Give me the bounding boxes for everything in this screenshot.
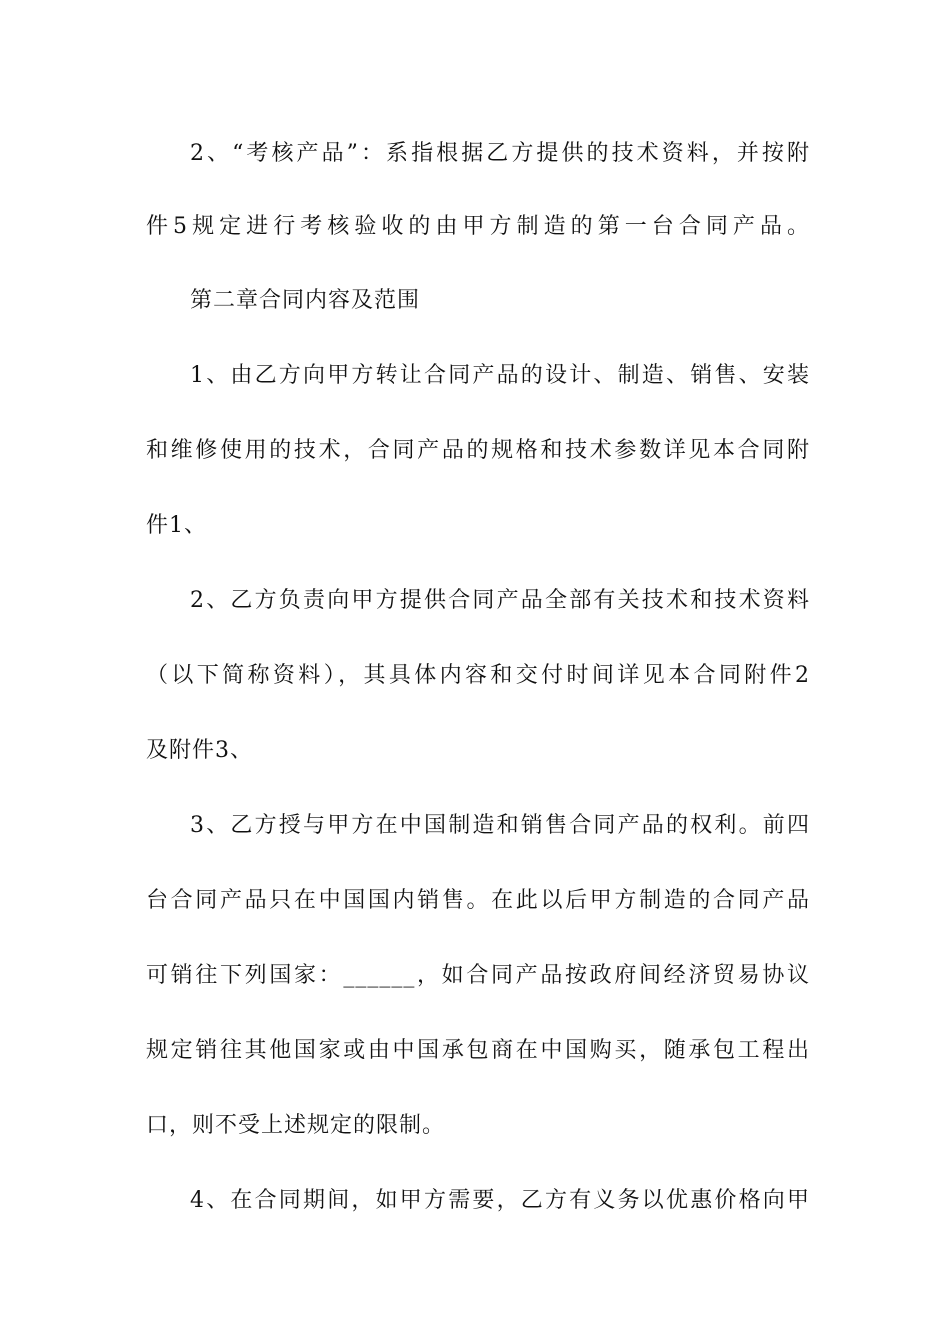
paragraph-line: 和维修使用的技术，合同产品的规格和技术参数详见本合同附	[146, 438, 810, 463]
paragraph-line: 2、“考核产品”：系指根据乙方提供的技术资料，并按附	[190, 141, 810, 166]
paragraph-line: 台合同产品只在中国国内销售。在此以后甲方制造的合同产品	[146, 888, 810, 913]
paragraph-line: 4、在合同期间，如甲方需要，乙方有义务以优惠价格向甲	[190, 1188, 810, 1213]
paragraph-line: 及附件3、	[146, 738, 253, 763]
paragraph-line: 件5规定进行考核验收的由甲方制造的第一台合同产品。	[146, 214, 810, 239]
paragraph-line: 规定销往其他国家或由中国承包商在中国购买，随承包工程出	[146, 1038, 810, 1063]
paragraph-line: 口，则不受上述规定的限制。	[146, 1113, 446, 1138]
paragraph-line: （以下简称资料），其具体内容和交付时间详见本合同附件2	[146, 663, 810, 688]
paragraph-line: 1、由乙方向甲方转让合同产品的设计、制造、销售、安装	[190, 363, 810, 388]
paragraph-line: 可销往下列国家：______，如合同产品按政府间经济贸易协议	[146, 963, 810, 988]
paragraph-line: 件1、	[146, 513, 207, 538]
chapter-heading: 第二章合同内容及范围	[190, 288, 421, 313]
paragraph-line: 2、乙方负责向甲方提供合同产品全部有关技术和技术资料	[190, 588, 810, 613]
paragraph-line: 3、乙方授与甲方在中国制造和销售合同产品的权利。前四	[190, 813, 810, 838]
